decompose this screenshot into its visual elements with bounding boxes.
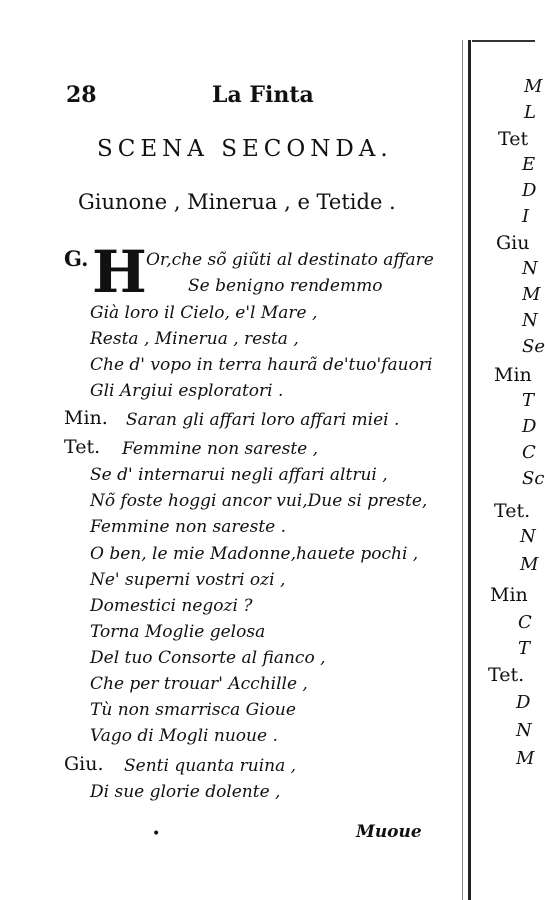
facing-fragment: C — [522, 442, 536, 463]
verse-line: Femmine non sareste , — [122, 439, 319, 459]
facing-fragment: N — [522, 258, 538, 279]
verse-line: Vago di Mogli nuoue . — [90, 726, 278, 746]
speaker-tetide: Tet. — [64, 436, 101, 458]
verse-line: Domestici negozi ? — [90, 596, 253, 616]
facing-fragment: Tet. — [488, 664, 525, 686]
verse-line: Saran gli affari loro affari miei . — [126, 410, 400, 430]
verse-line: Or,che sõ giũti al destinato affare — [146, 250, 434, 270]
facing-fragment: Min — [494, 364, 532, 386]
facing-fragment: Giu — [496, 232, 530, 254]
facing-fragment: M — [516, 748, 535, 769]
scene-title: SCENA SECONDA. — [97, 136, 393, 162]
facing-page-edge — [472, 40, 535, 42]
verse-line: Torna Moglie gelosa — [90, 622, 266, 642]
verse-line: Ne' superni vostri ozi , — [90, 570, 286, 590]
speaker-giunone-2: Giu. — [64, 753, 104, 775]
verse-line: Tù non smarrisca Gioue — [90, 700, 296, 720]
facing-fragment: Sc — [522, 468, 545, 489]
speaker-minerva: Min. — [64, 407, 108, 429]
facing-fragment: N — [520, 526, 536, 547]
facing-fragment: I — [522, 206, 530, 227]
facing-fragment: T — [518, 638, 531, 659]
drop-cap: H — [92, 238, 147, 306]
page-number: 28 — [66, 82, 97, 108]
verse-line: Se benigno rendemmo — [188, 276, 383, 296]
facing-fragment: D — [522, 180, 537, 201]
book-gutter — [468, 40, 471, 900]
facing-fragment: E — [522, 154, 536, 175]
verse-line: O ben, le mie Madonne,hauete pochi , — [90, 544, 419, 564]
facing-fragment: N — [522, 310, 538, 331]
facing-fragment: Tet. — [494, 500, 531, 522]
facing-fragment: N — [516, 720, 532, 741]
verse-line: Resta , Minerua , resta , — [90, 329, 299, 349]
facing-fragment: T — [522, 390, 535, 411]
facing-fragment: M — [524, 76, 543, 97]
verse-line: Del tuo Consorte al fianco , — [90, 648, 326, 668]
facing-fragment: C — [518, 612, 532, 633]
facing-fragment: D — [522, 416, 537, 437]
verse-line: Gli Argiui esploratori . — [90, 381, 284, 401]
facing-fragment: Se — [522, 336, 545, 357]
verse-line: Senti quanta ruina , — [124, 756, 297, 776]
character-list: Giunone , Minerua , e Tetide . — [78, 190, 396, 214]
verse-line: Che d' vopo in terra haurã de'tuo'fauori — [90, 355, 433, 375]
verse-line: Se d' internarui negli affari altrui , — [90, 465, 388, 485]
facing-fragment: L — [524, 102, 536, 123]
verse-line: Di sue glorie dolente , — [90, 782, 281, 802]
verse-line: Nõ foste hoggi ancor vui,Due si preste, — [90, 491, 428, 511]
speaker-giunone: G. — [64, 246, 89, 271]
running-title: La Finta — [212, 82, 314, 108]
facing-fragment: Min — [490, 584, 528, 606]
printer-mark: • — [152, 826, 161, 842]
catchword: Muoue — [356, 822, 422, 842]
facing-fragment: M — [520, 554, 539, 575]
verse-line: Femmine non sareste . — [90, 517, 287, 537]
facing-page-fragment — [472, 0, 545, 900]
facing-fragment: Tet — [498, 128, 529, 150]
facing-fragment: D — [516, 692, 531, 713]
verse-line: Che per trouar' Acchille , — [90, 674, 308, 694]
gutter-line — [462, 40, 463, 900]
verse-line: Già loro il Cielo, e'l Mare , — [90, 303, 318, 323]
facing-fragment: M — [522, 284, 541, 305]
